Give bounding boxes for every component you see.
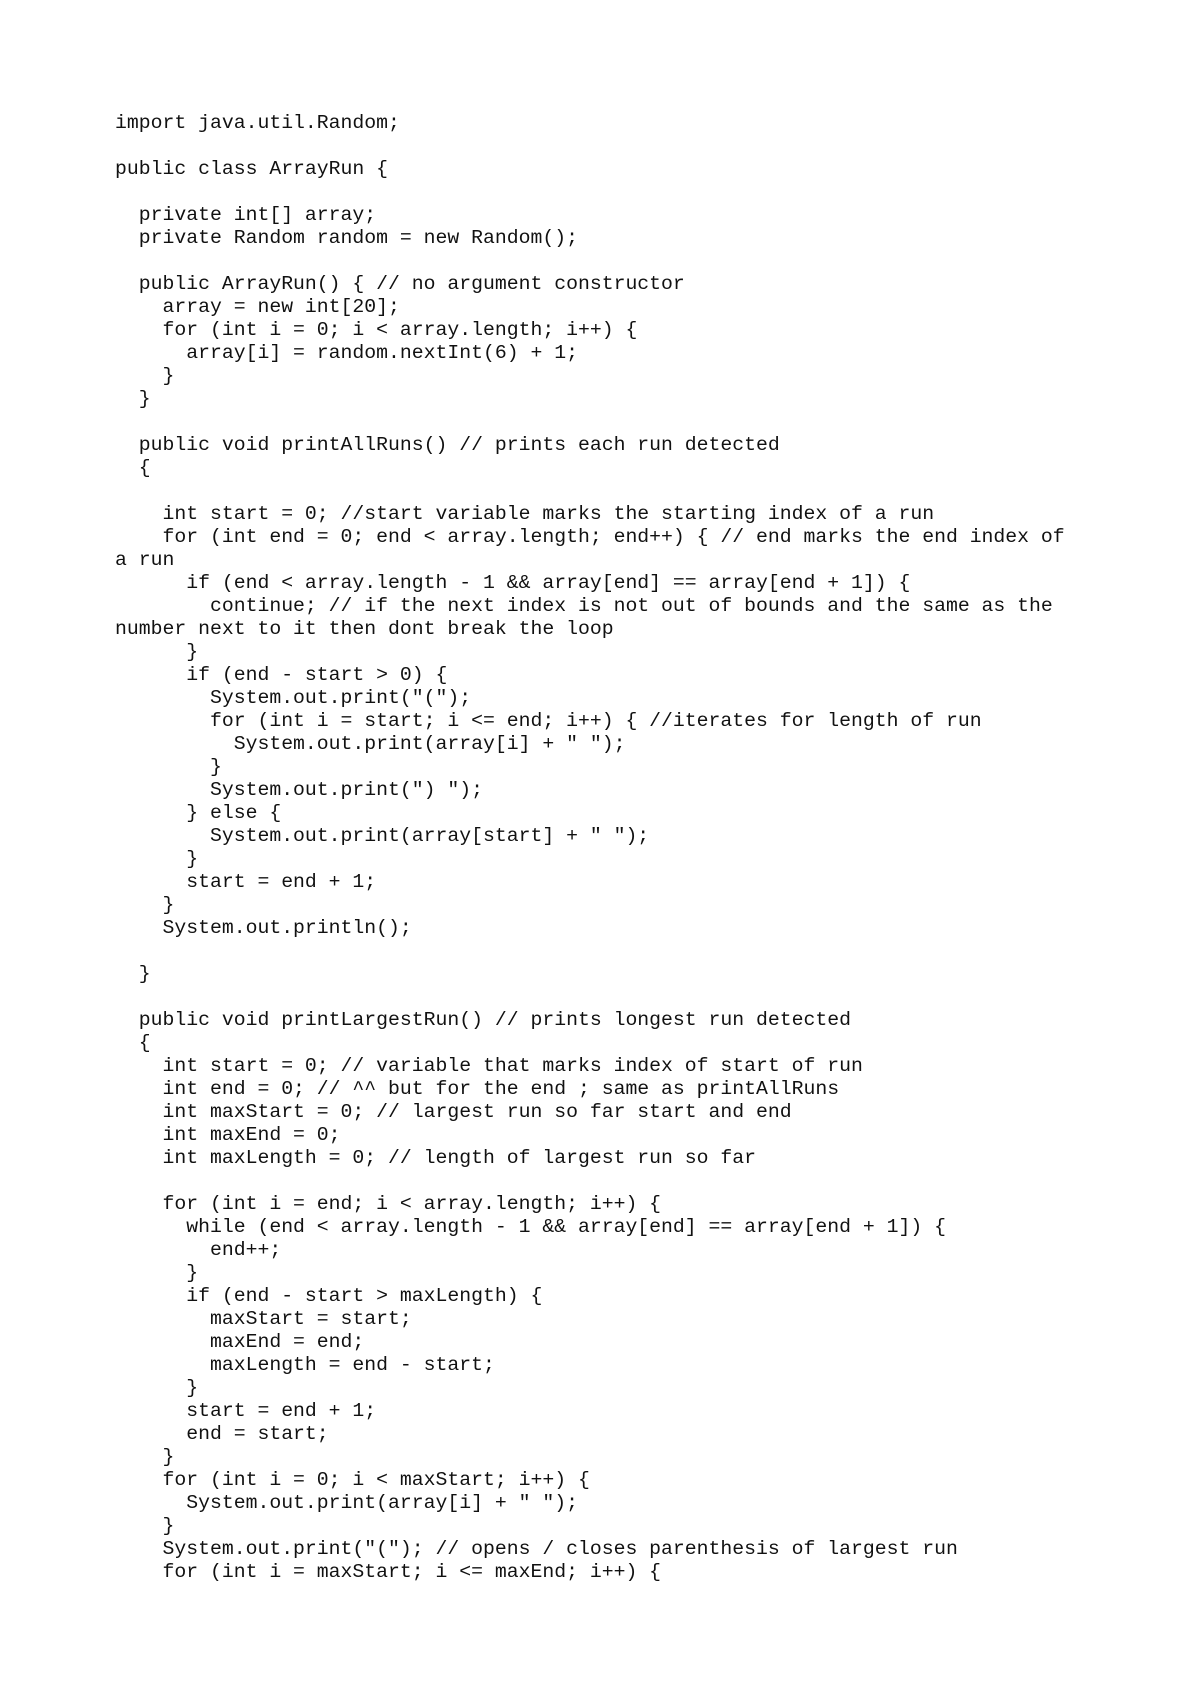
code-line: for (int i = end; i < array.length; i++) { <box>115 1193 662 1215</box>
code-line: continue; // if the next index is not out of bounds and the same as the <box>115 595 1053 617</box>
code-line: System.out.print("("); <box>115 687 472 709</box>
code-line: } <box>115 1377 199 1399</box>
code-line: for (int i = 0; i < array.length; i++) { <box>115 319 638 341</box>
code-line: } <box>115 894 175 916</box>
code-line: array = new int[20]; <box>115 296 400 318</box>
code-line: start = end + 1; <box>115 1400 377 1422</box>
code-line: } <box>115 388 151 410</box>
code-line: private Random random = new Random(); <box>115 227 578 249</box>
code-line: private int[] array; <box>115 204 377 226</box>
code-line: } <box>115 756 222 778</box>
code-line: } <box>115 963 151 985</box>
code-line: maxStart = start; <box>115 1308 412 1330</box>
code-line: public class ArrayRun { <box>115 158 389 180</box>
code-line: number next to it then dont break the loop <box>115 618 614 640</box>
code-line: array[i] = random.nextInt(6) + 1; <box>115 342 578 364</box>
code-line: } else { <box>115 802 282 824</box>
code-line: if (end < array.length - 1 && array[end] == array[end + 1]) { <box>115 572 911 594</box>
code-line: { <box>115 457 151 479</box>
code-line: end = start; <box>115 1423 329 1445</box>
code-line: System.out.print("("); // opens / closes parenthesis of largest run <box>115 1538 958 1560</box>
code-line: int start = 0; //start variable marks the starting index of a run <box>115 503 935 525</box>
code-line: int end = 0; // ^^ but for the end ; same as printAllRuns <box>115 1078 840 1100</box>
code-line: int maxLength = 0; // length of largest run so far <box>115 1147 757 1169</box>
code-line: public void printAllRuns() // prints each run detected <box>115 434 780 456</box>
code-line: } <box>115 1515 175 1537</box>
code-block <box>115 112 1115 1584</box>
code-line: maxLength = end - start; <box>115 1354 495 1376</box>
code-line <box>115 480 1115 503</box>
code-line: } <box>115 1446 175 1468</box>
code-line <box>115 250 1115 273</box>
code-line: System.out.print(") "); <box>115 779 483 801</box>
code-line: System.out.print(array[i] + " "); <box>115 733 626 755</box>
code-line: } <box>115 641 199 663</box>
code-line <box>115 135 1115 158</box>
code-line: if (end - start > maxLength) { <box>115 1285 543 1307</box>
code-line <box>115 411 1115 434</box>
code-line: import java.util.Random; <box>115 112 400 134</box>
code-line: maxEnd = end; <box>115 1331 365 1353</box>
code-line: public void printLargestRun() // prints longest run detected <box>115 1009 851 1031</box>
code-line: int start = 0; // variable that marks index of start of run <box>115 1055 863 1077</box>
code-line: for (int i = maxStart; i <= maxEnd; i++) { <box>115 1561 662 1583</box>
code-line: end++; <box>115 1239 282 1261</box>
code-line: a run <box>115 549 175 571</box>
code-line: start = end + 1; <box>115 871 377 893</box>
code-line <box>115 986 1115 1009</box>
code-line: if (end - start > 0) { <box>115 664 448 686</box>
code-line: for (int i = start; i <= end; i++) { //iterates for length of run <box>115 710 982 732</box>
code-line: System.out.println(); <box>115 917 412 939</box>
code-line: while (end < array.length - 1 && array[end] == array[end + 1]) { <box>115 1216 946 1238</box>
code-line <box>115 1170 1115 1193</box>
code-line: System.out.print(array[i] + " "); <box>115 1492 578 1514</box>
code-line: } <box>115 848 199 870</box>
code-line: } <box>115 1262 199 1284</box>
code-line <box>115 181 1115 204</box>
code-line: System.out.print(array[start] + " "); <box>115 825 650 847</box>
code-line: } <box>115 365 175 387</box>
code-line: for (int end = 0; end < array.length; end++) { // end marks the end index of <box>115 526 1065 548</box>
code-line: int maxEnd = 0; <box>115 1124 341 1146</box>
code-line: { <box>115 1032 151 1054</box>
code-line: for (int i = 0; i < maxStart; i++) { <box>115 1469 590 1491</box>
code-line: int maxStart = 0; // largest run so far start and end <box>115 1101 792 1123</box>
code-line: public ArrayRun() { // no argument constructor <box>115 273 685 295</box>
code-line <box>115 940 1115 963</box>
